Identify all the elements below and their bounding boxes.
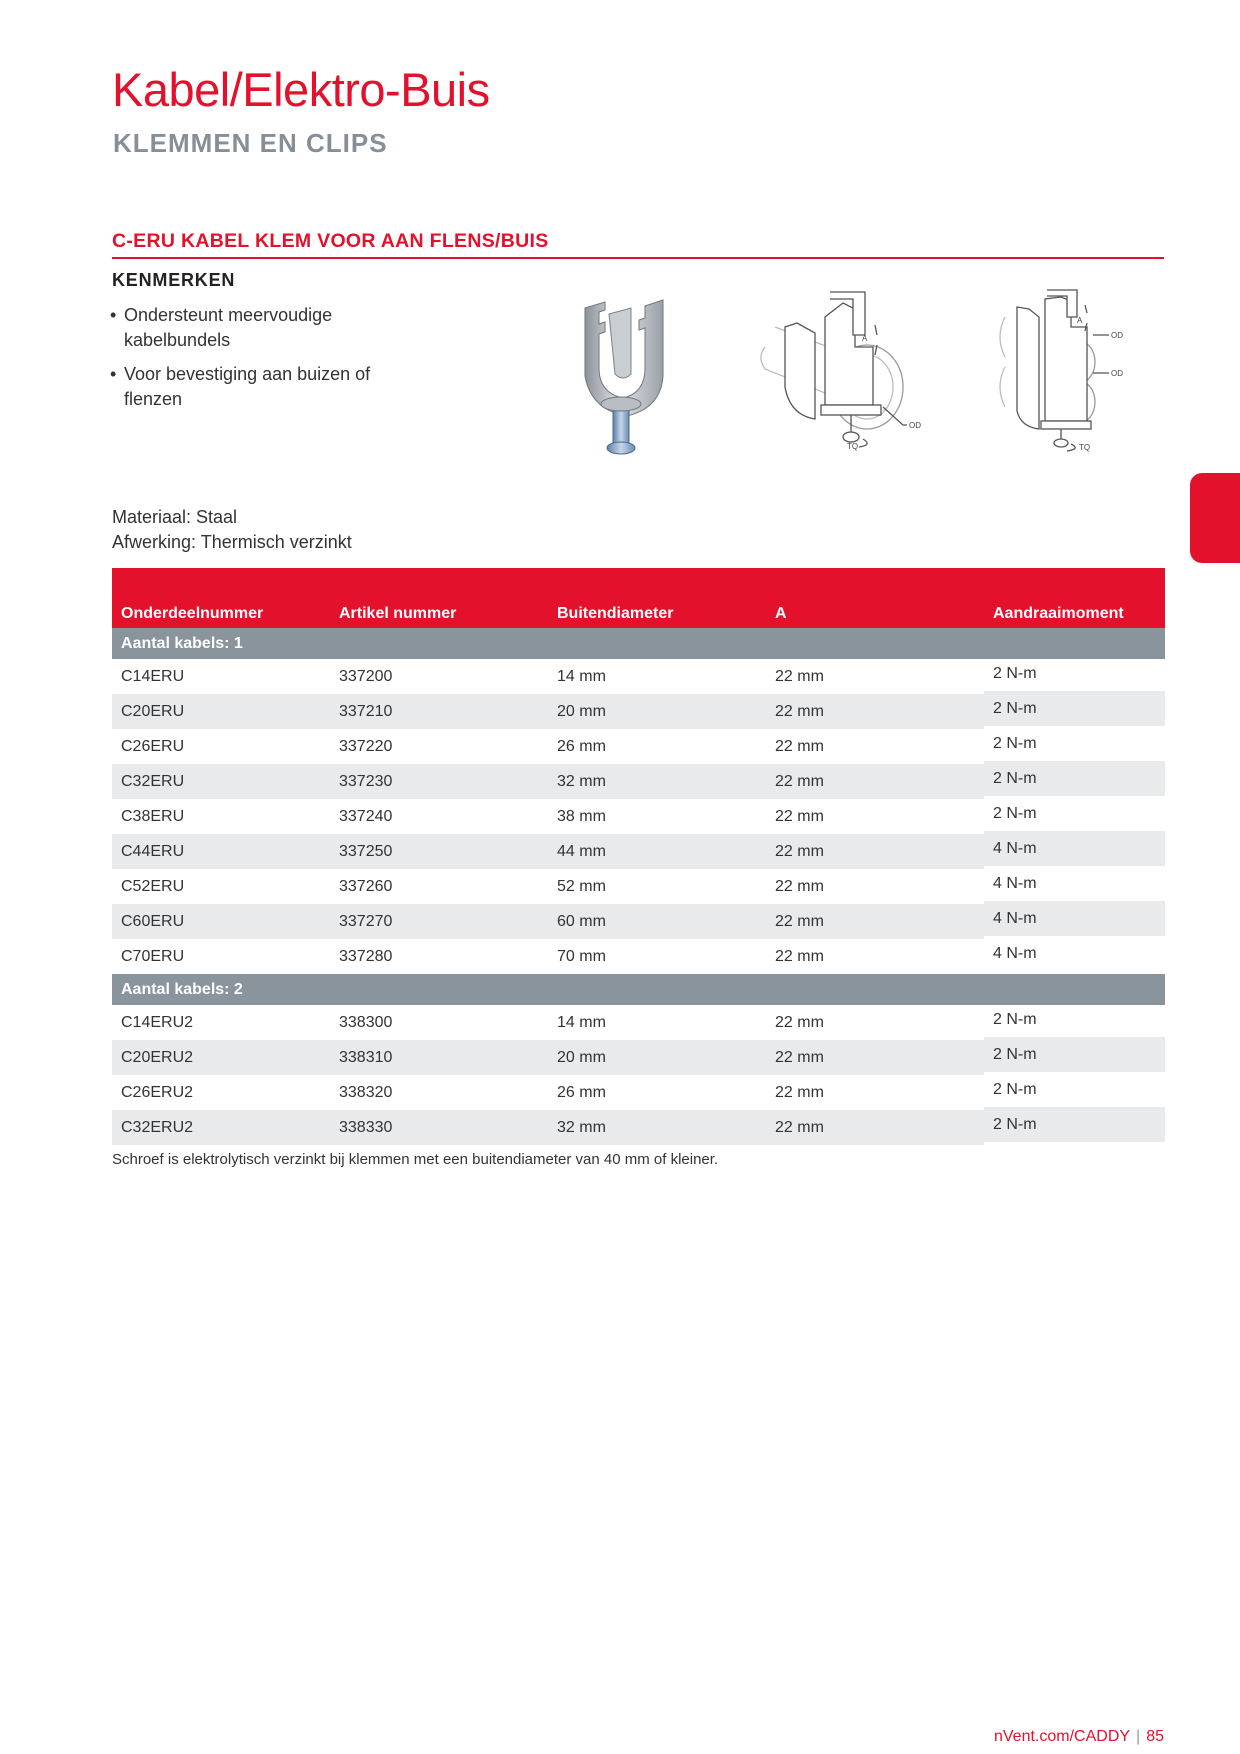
- table-cell: C60ERU: [112, 904, 330, 939]
- table-cell: 52 mm: [557, 877, 606, 895]
- table-cell: 337260: [339, 877, 393, 895]
- diagram-tq-label: TQ: [1079, 443, 1091, 452]
- table-cell: 14 mm: [557, 1013, 606, 1031]
- diagram-single-cable: [755, 287, 940, 457]
- table-cell: 22 mm: [766, 694, 984, 729]
- feature-item: • Voor bevestiging aan buizen of flenzen: [110, 362, 410, 412]
- table-row: [112, 1040, 1165, 1075]
- page-title: Kabel/Elektro-Buis: [112, 63, 490, 116]
- table-cell: 22 mm: [775, 737, 824, 755]
- section-tab: [1190, 473, 1240, 563]
- table-cell: 2 N-m: [984, 761, 1165, 796]
- page-footer: [994, 1728, 1164, 1746]
- table-cell: 22 mm: [775, 807, 824, 825]
- table-cell: 2 N-m: [993, 664, 1037, 682]
- product-title: C-ERU KABEL KLEM VOOR AAN FLENS/BUIS: [112, 230, 1164, 259]
- table-cell: 2 N-m: [984, 1037, 1165, 1072]
- table-cell: C32ERU: [112, 764, 330, 799]
- table-cell: C44ERU: [112, 834, 330, 869]
- table-cell: C26ERU: [121, 737, 185, 755]
- table-cell: 2 N-m: [993, 734, 1037, 752]
- table-row: [112, 694, 1165, 729]
- table-cell: C32ERU2: [112, 1110, 330, 1145]
- table-cell: C14ERU2: [121, 1013, 194, 1031]
- column-header: Artikel nummer: [330, 568, 548, 628]
- table-cell: 32 mm: [548, 1110, 766, 1145]
- table-row: [112, 729, 1165, 764]
- table-cell: C14ERU: [121, 667, 185, 685]
- column-header: Onderdeelnummer: [112, 568, 330, 628]
- table-cell: 337230: [330, 764, 548, 799]
- table-cell: 337270: [330, 904, 548, 939]
- table-cell: C52ERU: [121, 877, 185, 895]
- table-body: [112, 628, 1165, 1145]
- table-cell: 14 mm: [557, 667, 606, 685]
- table-cell: 338330: [330, 1110, 548, 1145]
- table-row: [112, 659, 1165, 694]
- footer-separator: |: [1136, 1728, 1141, 1745]
- table-cell: 26 mm: [557, 737, 606, 755]
- product-photo: [575, 298, 670, 460]
- table-cell: 60 mm: [548, 904, 766, 939]
- table-row: [112, 904, 1165, 939]
- footer-site-link[interactable]: nVent.com/CADDY: [993, 1728, 1131, 1745]
- table-cell: 20 mm: [548, 1040, 766, 1075]
- table-cell: 337280: [339, 947, 393, 965]
- table-cell: 4 N-m: [984, 901, 1165, 936]
- table-cell: 22 mm: [766, 1110, 984, 1145]
- table-cell: 4 N-m: [984, 831, 1165, 866]
- table-cell: 22 mm: [775, 1013, 824, 1031]
- table-cell: 338300: [339, 1013, 393, 1031]
- table-row: [112, 834, 1165, 869]
- material-text: Materiaal: Staal: [112, 507, 238, 527]
- table-cell: 2 N-m: [984, 1107, 1165, 1142]
- feature-item: • Ondersteunt meervoudige kabelbundels: [110, 303, 410, 353]
- table-row: [112, 869, 1165, 904]
- table-cell: C20ERU: [112, 694, 330, 729]
- table-cell: 337200: [339, 667, 393, 685]
- diagram-od-label: OD: [1111, 369, 1123, 378]
- column-header: A: [766, 568, 984, 628]
- table-cell: C38ERU: [121, 807, 185, 825]
- table-cell: 22 mm: [775, 667, 824, 685]
- group-label: Aantal kabels: 2: [112, 974, 1165, 1005]
- table-cell: 337210: [330, 694, 548, 729]
- diagram-od-label: OD: [909, 421, 921, 430]
- table-row: [112, 799, 1165, 834]
- table-row: [112, 764, 1165, 799]
- table-cell: 22 mm: [766, 764, 984, 799]
- table-row: [112, 1075, 1165, 1110]
- table-row: [112, 1005, 1165, 1040]
- diagram-a-label: A: [1077, 316, 1083, 325]
- table-cell: 337220: [339, 737, 393, 755]
- table-cell: 4 N-m: [993, 944, 1037, 962]
- table-cell: 22 mm: [766, 904, 984, 939]
- table-cell: 44 mm: [548, 834, 766, 869]
- table-cell: 337250: [330, 834, 548, 869]
- table-row: [112, 939, 1165, 974]
- table-cell: 22 mm: [775, 947, 824, 965]
- footnote: Schroef is elektrolytisch verzinkt bij klemmen met een buitendiameter van 40 mm of kleiner.: [112, 1151, 719, 1168]
- material-info: [112, 505, 352, 555]
- diagram-double-cable: [995, 287, 1135, 457]
- table-cell: 22 mm: [766, 834, 984, 869]
- diagram-a-label: A: [862, 334, 868, 343]
- finish-text: Afwerking: Thermisch verzinkt: [112, 532, 352, 552]
- table-cell: 2 N-m: [993, 804, 1037, 822]
- table-cell: 2 N-m: [993, 1010, 1037, 1028]
- table-cell: C70ERU: [121, 947, 185, 965]
- table-cell: 338320: [339, 1083, 393, 1101]
- table-cell: 32 mm: [548, 764, 766, 799]
- table-cell: 38 mm: [557, 807, 606, 825]
- table-cell: 2 N-m: [993, 1080, 1037, 1098]
- table-cell: 338310: [330, 1040, 548, 1075]
- group-row: [112, 974, 1165, 1005]
- column-header: Aandraaimoment: [984, 568, 1165, 628]
- spec-table: [112, 568, 1165, 1145]
- table-cell: 22 mm: [766, 1040, 984, 1075]
- table-cell: 337240: [339, 807, 393, 825]
- group-label: Aantal kabels: 1: [112, 628, 1165, 659]
- table-cell: C26ERU2: [121, 1083, 194, 1101]
- column-header: Buitendiameter: [548, 568, 766, 628]
- table-cell: 2 N-m: [984, 691, 1165, 726]
- table-cell: 22 mm: [775, 1083, 824, 1101]
- features-list: [110, 303, 410, 421]
- table-cell: 20 mm: [548, 694, 766, 729]
- table-cell: 26 mm: [557, 1083, 606, 1101]
- group-row: [112, 628, 1165, 659]
- features-heading: KENMERKEN: [112, 270, 236, 290]
- table-cell: 70 mm: [557, 947, 606, 965]
- table-cell: 4 N-m: [993, 874, 1037, 892]
- table-cell: C20ERU2: [112, 1040, 330, 1075]
- page-number: 85: [1146, 1728, 1164, 1745]
- page-subtitle: KLEMMEN EN CLIPS: [113, 128, 388, 158]
- table-row: [112, 1110, 1165, 1145]
- diagram-tq-label: TQ: [847, 442, 859, 451]
- diagram-od-label: OD: [1111, 331, 1123, 340]
- table-header-row: [112, 568, 1165, 628]
- table-cell: 22 mm: [775, 877, 824, 895]
